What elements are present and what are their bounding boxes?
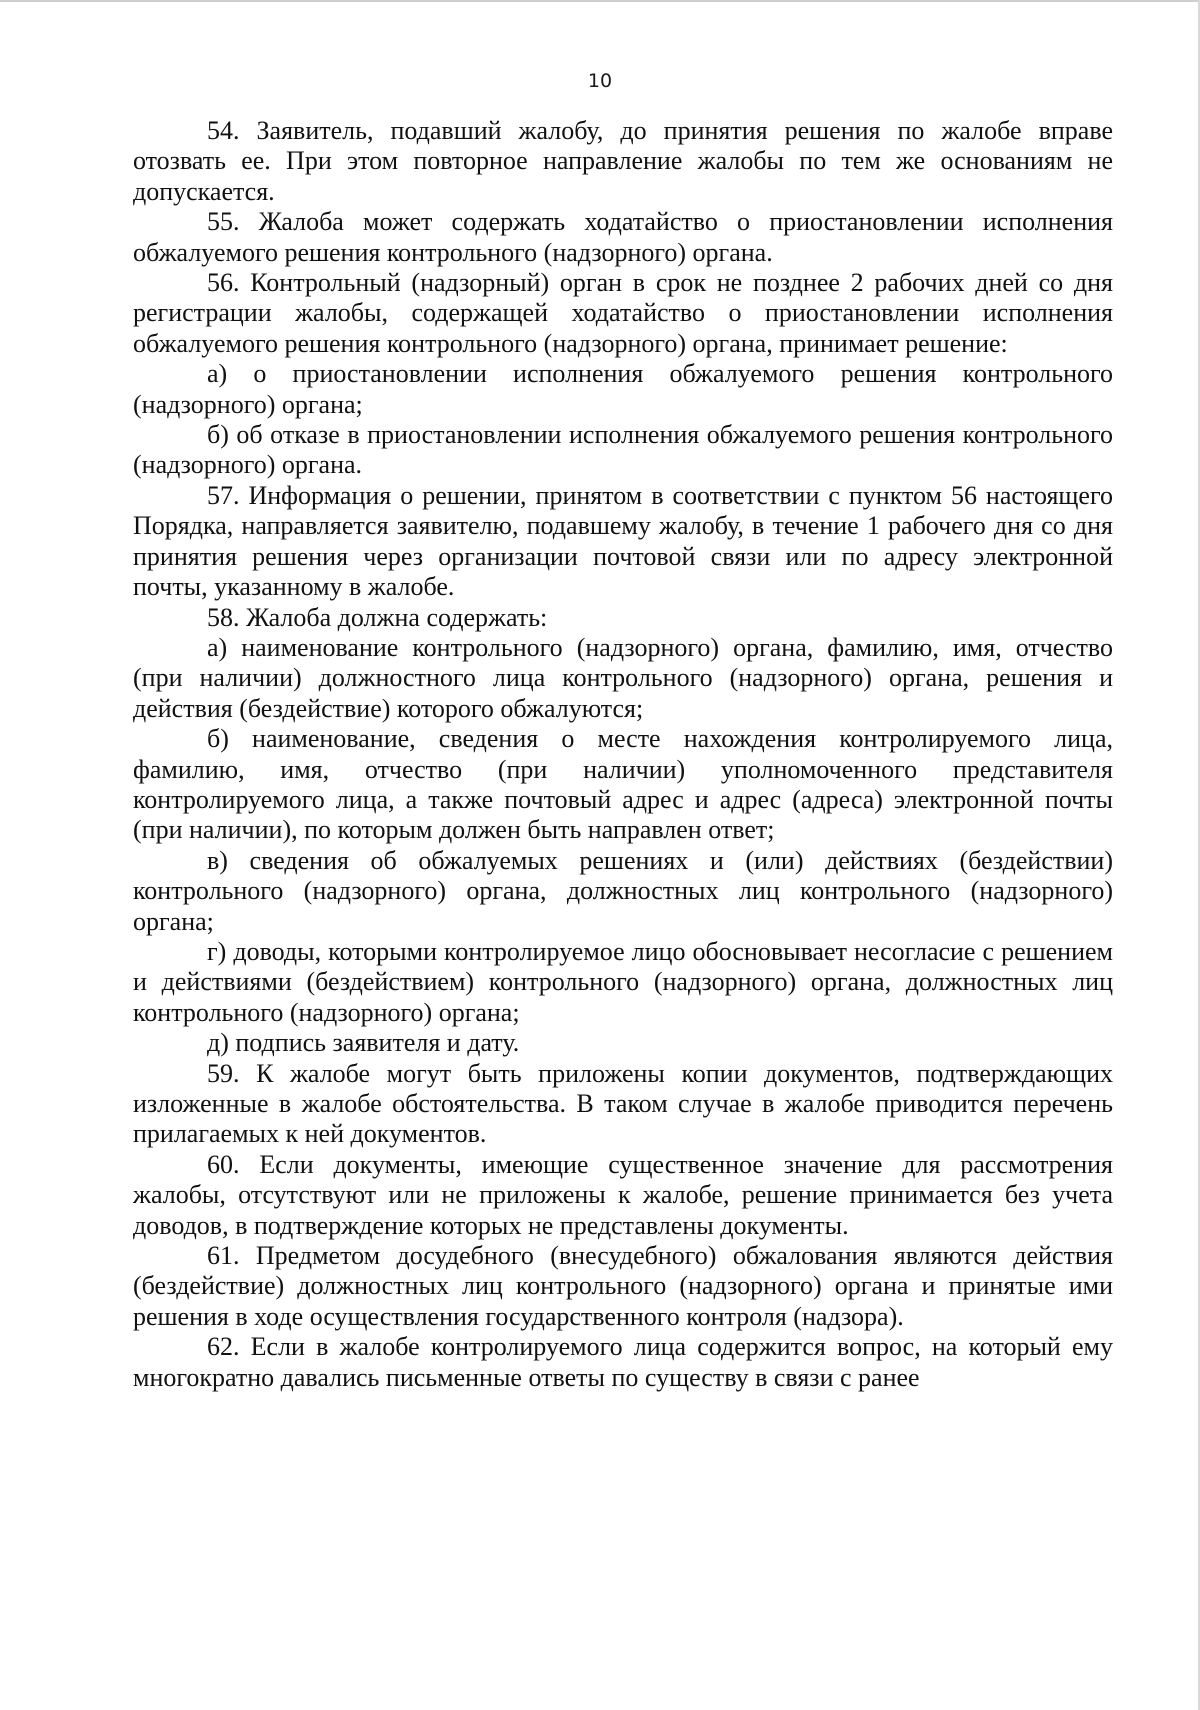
paragraph-58-a: а) наименование контрольного (надзорного) органа, фамилию, имя, отчество (при наличии) должностного лица контрольного (надзорного) органа, решения и действия (бездействие) которого обжалуются; — [133, 632, 1113, 723]
paragraph-58-d: д) подпись заявителя и дату. — [207, 1028, 520, 1058]
paragraph-58-b: б) наименование, сведения о месте нахождения контролируемого лица, фамилию, имя, отчество (при наличии) уполномоченного представителя контролируемого лица, а также почтовый адрес и адрес (адреса) электронной почты (при наличии), по которым должен быть направлен ответ; — [133, 724, 1113, 845]
paragraph-58-g: г) доводы, которыми контролируемое лицо обосновывает несогласие с решением и действиями (бездействием) контрольного (надзорного) органа, должностных лиц контрольного (надзорного) органа; — [133, 936, 1113, 1027]
page-number: 10 — [587, 70, 613, 92]
paragraph-57: 57. Информация о решении, принятом в соответствии с пунктом 56 настоящего Порядка, направляется заявителю, подавшему жалобу, в течение 1 рабочего дня со дня принятия решения через организации почтовой связи или по адресу электронной почты, указанному в жалобе. — [133, 480, 1113, 602]
paragraph-55: 55. Жалоба может содержать ходатайство о приостановлении исполнения обжалуемого решения контрольного (надзорного) органа. — [133, 207, 1113, 267]
paragraph-59: 59. К жалобе могут быть приложены копии документов, подтверждающих изложенные в жалобе обстоятельства. В таком случае в жалобе приводится перечень прилагаемых к ней документов. — [133, 1058, 1113, 1149]
paragraph-58: 58. Жалоба должна содержать: — [207, 602, 548, 632]
paragraph-62: 62. Если в жалобе контролируемого лица содержится вопрос, на который ему многократно давались письменные ответы по существу в связи с ранее — [133, 1332, 1113, 1392]
scan-edge-top — [0, 0, 1200, 2]
paragraph-61: 61. Предметом досудебного (внесудебного) обжалования являются действия (бездействие) должностных лиц контрольного (надзорного) органа и принятые ими решения в ходе осуществления государственного контроля (надзора). — [133, 1241, 1113, 1331]
document-body — [133, 116, 1113, 1393]
paragraph-54: 54. Заявитель, подавший жалобу, до принятия решения по жалобе вправе отозвать ее. При этом повторное направление жалобы по тем же основаниям не допускается. — [133, 116, 1113, 206]
paragraph-56-a: а) о приостановлении исполнения обжалуемого решения контрольного (надзорного) органа; — [133, 359, 1113, 419]
paragraph-56-b: б) об отказе в приостановлении исполнения обжалуемого решения контрольного (надзорного) органа. — [133, 420, 1113, 480]
paragraph-58-v: в) сведения об обжалуемых решениях и (или) действиях (бездействии) контрольного (надзорного) органа, должностных лиц контрольного (надзорного) органа; — [133, 845, 1113, 936]
paragraph-56: 56. Контрольный (надзорный) орган в срок не позднее 2 рабочих дней со дня регистрации жалобы, содержащей ходатайство о приостановлении исполнения обжалуемого решения контрольного (надзорного) органа, принимает решение: — [133, 268, 1113, 358]
paragraph-60: 60. Если документы, имеющие существенное значение для рассмотрения жалобы, отсутствуют или не приложены к жалобе, решение принимается без учета доводов, в подтверждение которых не представлены документы. — [133, 1149, 1113, 1240]
